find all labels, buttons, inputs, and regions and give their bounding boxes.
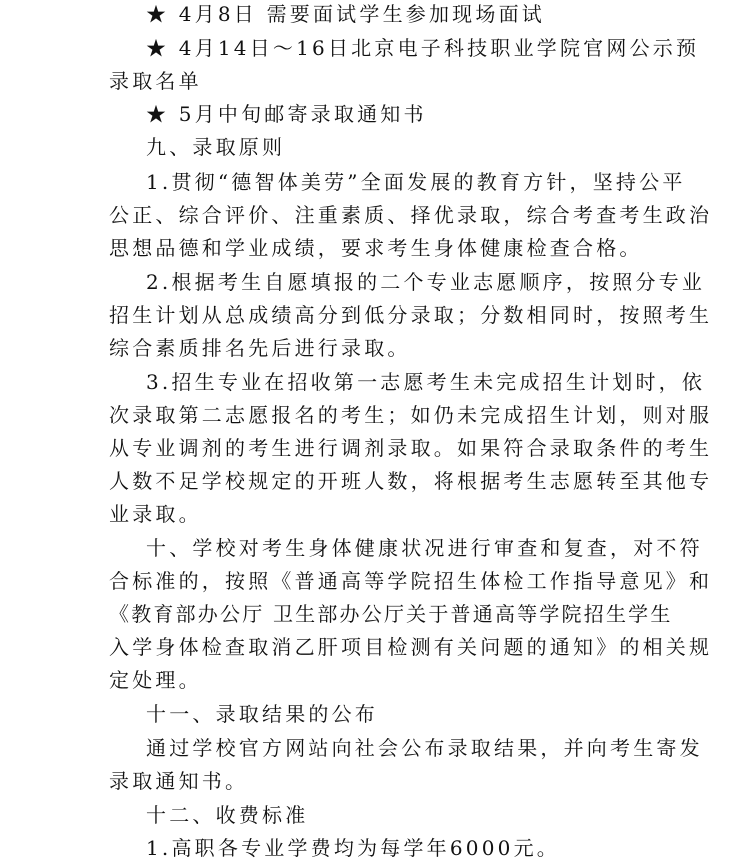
principle-3-line-2: 次录取第二志愿报名的考生；如仍未完成招生计划，则对服	[109, 403, 713, 427]
principle-3-line-4: 人数不足学校规定的开班人数，将根据考生志愿转至其他专	[109, 469, 713, 493]
principle-2-line-2: 招生计划从总成绩高分到低分录取；分数相同时，按照考生	[109, 303, 713, 327]
schedule-item-interview: ★ 4月8日 需要面试学生参加现场面试	[146, 2, 545, 26]
section-ten-line-4: 入学身体检查取消乙肝项目检测有关问题的通知》的相关规	[109, 635, 713, 659]
schedule-item-publicity-cont: 录取名单	[109, 69, 202, 93]
section-ten-line-1: 十、学校对考生身体健康状况进行审查和复查，对不符	[146, 536, 703, 560]
section-heading-admission-principles: 九、录取原则	[146, 135, 286, 159]
principle-3-line-1: 3.招生专业在招收第一志愿考生未完成招生计划时，依	[146, 370, 706, 394]
section-heading-fee-standard: 十二、收费标准	[146, 803, 309, 827]
section-ten-line-2: 合标准的，按照《普通高等学院招生体检工作指导意见》和	[109, 569, 713, 593]
schedule-item-mailing: ★ 5月中旬邮寄录取通知书	[146, 102, 427, 126]
principle-1-line-1: 1.贯彻“德智体美劳”全面发展的教育方针，坚持公平	[146, 170, 686, 194]
section-heading-results-announcement: 十一、录取结果的公布	[146, 702, 378, 726]
principle-2-line-3: 综合素质排名先后进行录取。	[109, 336, 411, 360]
results-line-2: 录取通知书。	[109, 769, 249, 793]
principle-3-line-3: 从专业调剂的考生进行调剂录取。如果符合录取条件的考生	[109, 436, 713, 460]
section-ten-line-3: 《教育部办公厅 卫生部办公厅关于普通高等学院招生学生	[109, 602, 673, 626]
principle-2-line-1: 2.根据考生自愿填报的二个专业志愿顺序，按照分专业	[146, 270, 706, 294]
principle-1-line-3: 思想品德和学业成绩，要求考生身体健康检查合格。	[109, 236, 643, 260]
results-line-1: 通过学校官方网站向社会公布录取结果，并向考生寄发	[146, 736, 703, 760]
schedule-item-publicity: ★ 4月14日～16日北京电子科技职业学院官网公示预	[146, 36, 700, 60]
principle-1-line-2: 公正、综合评价、注重素质、择优录取，综合考查考生政治	[109, 203, 713, 227]
fee-line-1: 1.高职各专业学费均为每学年6000元。	[146, 836, 560, 860]
section-ten-line-5: 定处理。	[109, 668, 202, 692]
principle-3-line-5: 业录取。	[109, 502, 202, 526]
